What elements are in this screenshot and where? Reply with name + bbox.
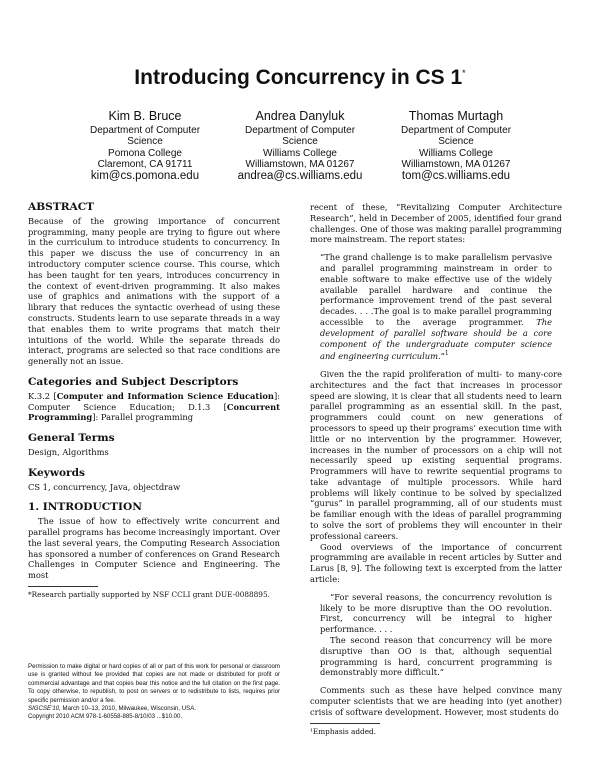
- author-department: Science: [282, 136, 318, 147]
- footnote-mark: 1: [444, 350, 449, 358]
- general-terms-heading: General Terms: [28, 432, 115, 445]
- keywords-heading: Keywords: [28, 466, 86, 479]
- author-department: Science: [438, 136, 474, 147]
- abstract-heading: ABSTRACT: [28, 201, 95, 213]
- author-city: Claremont, CA 91711: [97, 159, 193, 170]
- permission-notice: [28, 663, 280, 722]
- right-column: [310, 202, 562, 736]
- introduction-heading: 1. INTRODUCTION: [28, 501, 142, 514]
- author-city: Williamstown, MA 01267: [245, 159, 355, 170]
- author-school: Williams College: [419, 147, 493, 159]
- author-block-2: [215, 111, 385, 182]
- general-terms-text: Design, Algorithms: [28, 446, 109, 457]
- quote-block-2: “For several reasons, the concurrency revolution is likely to be more disruptive than the OO revolution. First, concurrency will be integral to higher performance. . . . The second reason that concurrency will be more disruptive than OO is that, although sequential programming is hard, concurrent programming is demonstrably more difficult.”: [320, 591, 552, 678]
- introduction-text: The issue of how to effectively write concurrent and parallel programs has become increasingly important. Over the last several years, the Computing Research Association has sponsored a number of conferences on Grand Research Challenges in Computer Science and Engineering. The most: [28, 516, 280, 581]
- author-department: Department of Computer: [400, 124, 512, 136]
- author-department: Department of Computer: [244, 124, 356, 136]
- quote-block-1: “The grand challenge is to make parallelism pervasive and parallel programming mainstream in order to enable software to make effective use of the widely available parallel hardware and continue the performance improvement trend of the past several decades. . . .The goal is to make parallel programming accessible to the average programmer. The development of parallel software should be a core component of the undergraduate computer science and engineering curriculum.”$^1$: [320, 252, 552, 362]
- author-email: tom@cs.williams.edu: [401, 169, 511, 182]
- paper-title: Introducing Concurrency in CS 1*: [134, 66, 466, 89]
- author-email: andrea@cs.williams.edu: [237, 169, 363, 182]
- author-name: Andrea Danyluk: [255, 109, 345, 123]
- author-name: Thomas Murtagh: [408, 109, 504, 123]
- author-department: Department of Computer: [89, 124, 201, 136]
- permission-text: Permission to make digital or hard copies of all or part of this work for personal or classroom use is granted without fee provided that copies are not made or distributed for profit or commercial advantage and that copies bear this notice and the full citation on the first page. To copy otherwise, to republish, to post on servers or to redistribute to lists, requires prior specific permission and/or a fee.: [28, 663, 280, 704]
- footnote-grant: *Research partially supported by NSF CCLI grant DUE-0088895.: [28, 589, 270, 599]
- conference-info: SIGCSE’10, March 10–13, 2010, Milwaukee, Wisconsin, USA.: [28, 705, 196, 713]
- keywords-text: CS 1, concurrency, Java, objectdraw: [28, 481, 181, 492]
- author-block-3: [371, 111, 541, 182]
- body-paragraph: Good overviews of the importance of concurrent programming are available in recent articles by Sutter and Larus [8, 9]. The following text is excerpted from the latter article:: [310, 541, 562, 585]
- author-block-1: [60, 111, 230, 182]
- footnote-rule: [310, 723, 380, 724]
- categories-text: K.3.2 [Computer and Information Science Education]: Computer Science Education; D.1.3 [Concurrent Programming]: Parallel programming: [28, 390, 280, 423]
- categories-heading: Categories and Subject Descriptors: [28, 375, 239, 388]
- author-city: Williamstown, MA 01267: [401, 159, 511, 170]
- title-footnote-mark: *: [462, 68, 466, 78]
- abstract-text: Because of the growing importance of concurrent programming, many people are trying to figure out where in the curriculum to introduce students to concurrency. In this paper we discuss the use of concurrency in an introductory computer science course. This course, which has been taught for ten years, introduces concurrency in the context of event-driven programming. It also makes use of graphics and animations with the support of a library that reduces the syntactic overhead of using these constructs. Students learn to use separate threads in a way that enables them to write programs that match their intuitions of the world. While the separate threads do interact, programs are selected so that race conditions are generally not an issue.: [28, 215, 280, 367]
- body-paragraph: Given the the rapid proliferation of multi- to many-core architectures and the fact that increases in processor speed are slowing, it is clear that all students need to learn parallel programming as an essential skill. In the past, programmers could count on new generations of processors to speed up their programs’ execution time with little or no intervention by the programmer. However, increases in the number of processors on a chip will not necessarily speed up existing sequential programs. Programmers will have to rewrite sequential programs to take advantage of multiple processors. While hard problems will likely continue to be solved by specialized “gurus” in parallel programming, all of our students must be familiar enough with the ideas of parallel programming to solve the sort of problems they will encounter in their professional careers.: [310, 368, 562, 541]
- author-name: Kim B. Bruce: [108, 109, 182, 123]
- author-school: Pomona College: [108, 147, 182, 159]
- copyright-line: Copyright 2010 ACM 978-1-60558-885-8/10/03 ...$10.00.: [28, 713, 183, 721]
- left-column: [28, 202, 280, 599]
- author-email: kim@cs.pomona.edu: [90, 169, 200, 182]
- footnote-emphasis: ¹Emphasis added.: [310, 726, 377, 736]
- author-department: Science: [127, 136, 163, 147]
- author-school: Williams College: [263, 147, 337, 159]
- body-paragraph: recent of these, “Revitalizing Computer Architecture Research”, held in December of 2005, identified four grand challenges. One of those was making parallel programming more mainstream. The report states:: [310, 202, 562, 245]
- body-paragraph: Comments such as these have helped convince many computer scientists that we are heading into (yet another) crisis of software development. However, most students do: [310, 685, 562, 717]
- footnote-rule: [28, 586, 98, 587]
